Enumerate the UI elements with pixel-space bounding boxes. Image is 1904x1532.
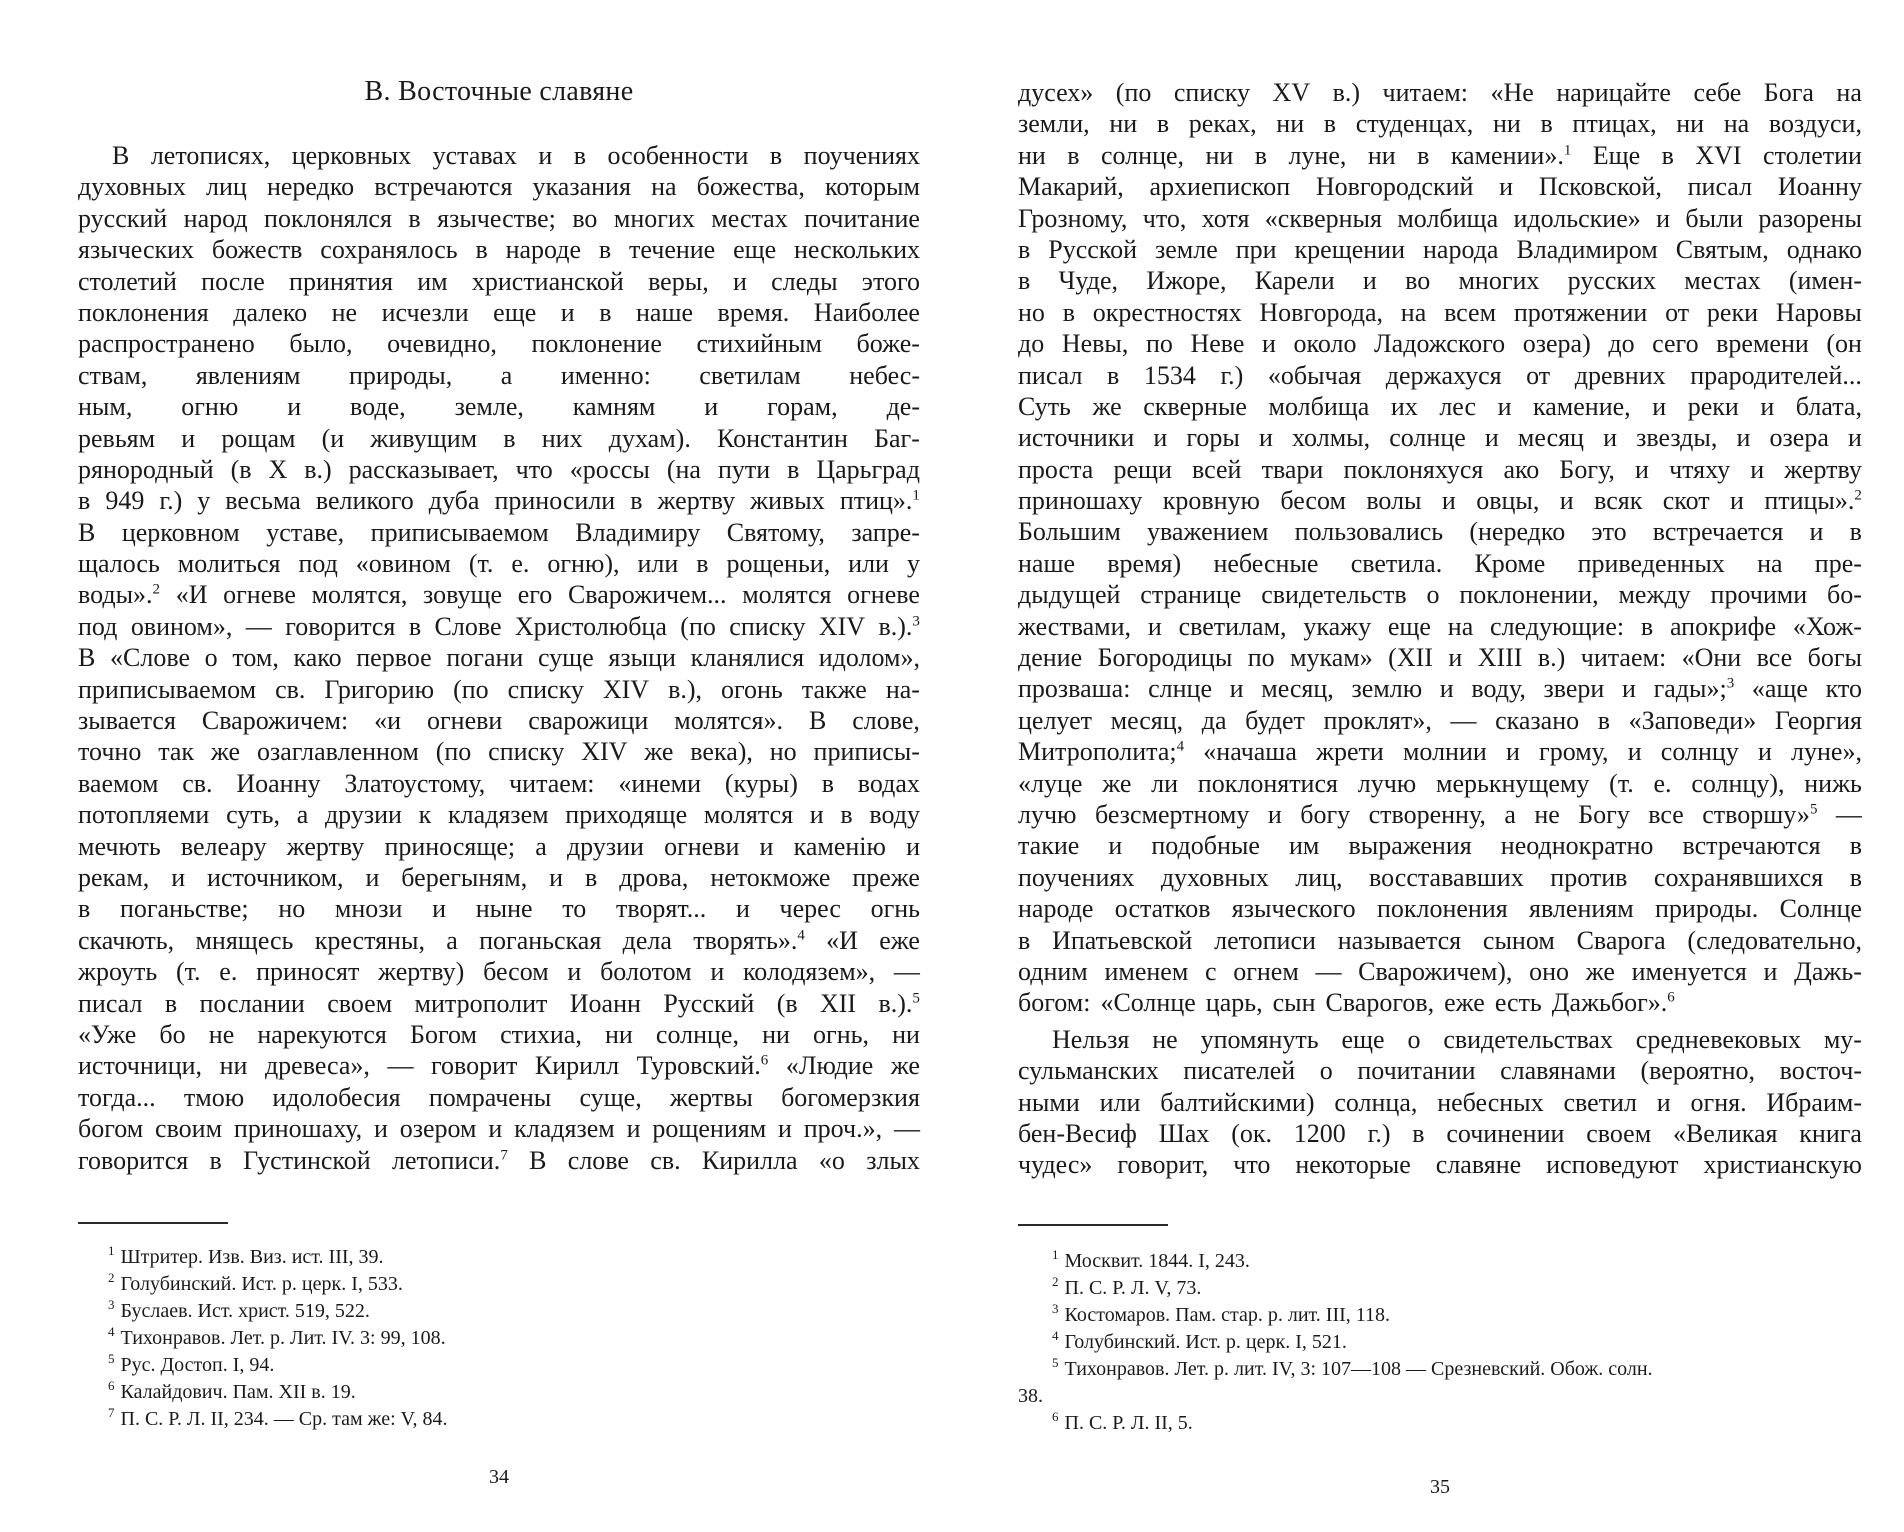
footnote-number: 5 (1052, 1355, 1059, 1371)
footnote-marker: 3 (1726, 675, 1735, 692)
page-number: 34 (489, 1466, 509, 1488)
footnote-text: П. С. Р. Л. II, 234. — Ср. там же: V, 84. (120, 1408, 448, 1430)
footnote-number: 3 (1052, 1301, 1059, 1317)
footnote-text: Штритер. Изв. Виз. ист. III, 39. (120, 1246, 384, 1268)
footnote-number: 4 (108, 1324, 115, 1340)
left-page-body (78, 140, 920, 1176)
text-line: богом своим приношаху, и озером и кладязем и рощениям и проч.», — (78, 1114, 920, 1144)
text-line: потопляеми суть, а друзии к кладязем приходяще молятся и в воду (78, 800, 920, 830)
text-line: под овином», — говорится в Слове Христолюбца (по списку XIV в.).$^3$ (78, 611, 920, 641)
footnote-number: 5 (108, 1351, 115, 1367)
footnote-rule (1018, 1224, 1168, 1226)
footnote (108, 1271, 448, 1298)
footnote-number: 7 (108, 1405, 115, 1421)
text-line: источники и горы и холмы, солнце и месяц и звезды, и озера и (1018, 423, 1862, 453)
text-line: В церковном уставе, приписываемом Владимиру Святому, запре- (78, 517, 920, 547)
text-line: русский народ поклонялся в язычестве; во многих местах почитание (78, 203, 920, 233)
text-line: писал в 1534 г.) «обычая держахуся от древних прародителей... (1018, 360, 1862, 390)
text-line: прозваша: слнце и месяц, землю и воду, звери и гады»;$^3$ «аще кто (1018, 674, 1862, 704)
text-line: В летописях, церковных уставах и в особенности в поучениях (112, 141, 920, 170)
footnote (1018, 1383, 1653, 1410)
footnote (1052, 1410, 1653, 1437)
text-line: скачють, мнящесь крестяны, а поганьская дела творять».$^4$ «И еже (78, 925, 920, 955)
text-line: поучениях духовных лиц, восстававших против сохранявшихся в (1018, 862, 1862, 892)
text-line: лучю безсмертному и богу створенну, а не Богу все створшу»$^5$ — (1018, 799, 1862, 829)
footnote (1052, 1329, 1653, 1356)
text-line: говорится в Густинской летописи.$^7$ В слове св. Кирилла «о злых (78, 1145, 920, 1175)
footnote-text: 38. (1018, 1385, 1043, 1407)
footnote-text: П. С. Р. Л. II, 5. (1064, 1412, 1193, 1434)
text-line: мечють велеару жертву приносяще; а друзии огневи и каменiю и (78, 831, 920, 861)
footnote-number: 3 (108, 1297, 115, 1313)
footnote-text: Костомаров. Пам. стар. р. лит. III, 118. (1064, 1304, 1391, 1326)
footnote (1052, 1275, 1653, 1302)
text-line: Грозному, что, хотя «скверныя молбища идольские» и были разорены (1018, 203, 1862, 233)
text-line: дение Богородицы по мукам» (XII и XIII в.) читаем: «Они все богы (1018, 643, 1862, 673)
text-line: ревьям и рощам (и живущим в них духам). Константин Баг- (78, 423, 920, 453)
footnote-marker: 6 (760, 1052, 769, 1069)
footnote-marker: 2 (1854, 487, 1862, 504)
text-line: такие и подобные им выражения неоднократно встречаются в (1018, 831, 1862, 861)
footnote-marker: 1 (912, 487, 920, 504)
text-line: воды».$^2$ «И огневе молятся, зовуще его Сварожичем... молятся огневе (78, 580, 920, 610)
text-line: чудес» говорит, что некоторые славяне исповедуют христианскую (1018, 1150, 1862, 1180)
footnote (1052, 1302, 1653, 1329)
text-line: в Русской земле при крещении народа Владимиром Святым, однако (1018, 234, 1862, 264)
text-line: но в окрестностях Новгорода, на всем протяжении от реки Наровы (1018, 297, 1862, 327)
left-footnotes (108, 1244, 448, 1433)
text-line: рянородный (в X в.) рассказывает, что «россы (на пути в Царьград (78, 454, 920, 484)
text-line: ни в солнце, ни в луне, ни в камении».$^1$ Еще в XVI столетии (1018, 140, 1862, 170)
footnote-text: П. С. Р. Л. V, 73. (1064, 1277, 1202, 1299)
text-line: Макарий, архиепископ Новгородский и Псковской, писал Иоанну (1018, 172, 1862, 202)
text-line: проста рещи всей твари поклоняхуся ако Богу, и чтяху и жертву (1018, 454, 1862, 484)
footnote-number: 1 (108, 1243, 115, 1259)
text-line: целует месяц, да будет проклят», — сказано в «Заповеди» Георгия (1018, 705, 1862, 735)
footnote-text: Москвит. 1844. I, 243. (1064, 1250, 1250, 1272)
footnote-text: Голубинский. Ист. р. церк. I, 521. (1064, 1331, 1347, 1353)
text-line: жествами, и светилам, укажу еще на следующие: в апокрифе «Хож- (1018, 611, 1862, 641)
footnote-marker: 7 (500, 1146, 508, 1163)
footnote-number: 1 (1052, 1247, 1059, 1263)
footnote-number: 2 (1052, 1274, 1059, 1290)
text-line: в поганьстве; но мнози и ныне то творят... и черес огнь (78, 894, 920, 924)
text-line: Большим уважением пользовались (нередко это встречается и в (1018, 517, 1862, 547)
text-line: писал в послании своем митрополит Иоанн Русский (в XII в.).$^5$ (78, 988, 920, 1018)
text-line: наше время) небесные светила. Кроме приведенных на пре- (1018, 548, 1862, 578)
footnote-marker: 5 (912, 989, 920, 1006)
section-heading: В. Восточные славяне (364, 76, 634, 107)
text-line: ваемом св. Иоанну Златоустому, читаем: «инеми (куры) в водах (78, 768, 920, 798)
footnote-text: Буслаев. Ист. христ. 519, 522. (120, 1300, 370, 1322)
text-line: точно так же озаглавленном (по списку XIV же века), но приписы- (78, 737, 920, 767)
footnote-text: Калайдович. Пам. XII в. 19. (120, 1381, 356, 1403)
footnote-number: 6 (108, 1378, 115, 1394)
footnote (108, 1379, 448, 1406)
text-line: народе остатков языческого поклонения явлениям природы. Солнце (1018, 894, 1862, 924)
footnote-number: 6 (1052, 1409, 1059, 1425)
text-line: «луце же ли поклонятися лучю мерькнущему (т. е. солнцу), нижь (1018, 768, 1862, 798)
text-line: земли, ни в реках, ни в студенцах, ни в птицах, ни на воздуси, (1018, 109, 1862, 139)
text-line: зывается Сварожичем: «и огневи сварожици молятся». В слове, (78, 706, 920, 736)
text-line: богом: «Солнце царь, сын Сварогов, еже есть Дажьбог».$^6$ (1018, 988, 1675, 1018)
text-line: духовных лиц нередко встречаются указания на божества, которым (78, 172, 920, 202)
text-line: поклонения далеко не исчезли еще и в наше время. Наиболее (78, 297, 920, 327)
text-line: в Ипатьевской летописи называется сыном Сварога (следовательно, (1018, 925, 1862, 955)
text-line: щалось молиться под «овином (т. е. огню), или в рощеньи, или у (78, 549, 920, 579)
right-page-body (1018, 77, 1862, 1181)
footnote-marker: 2 (152, 581, 161, 598)
text-line: ным, огню и воде, земле, камням и горам, де- (78, 392, 920, 422)
text-line: тогда... тмою идолобесия помрачены суще, жертвы богомерзкия (78, 1082, 920, 1112)
text-line: Митрополита;$^4$ «начаша жрети молнии и грому, и солнцу и луне», (1018, 737, 1862, 767)
text-line: ными или балтийскими) солнца, небесных светил и огня. Ибраим- (1018, 1087, 1862, 1117)
footnote (108, 1406, 448, 1433)
footnote-text: Голубинский. Ист. р. церк. I, 533. (120, 1273, 403, 1295)
text-line: бен-Весиф Шах (ок. 1200 г.) в сочинении своем «Великая книга (1018, 1118, 1862, 1148)
footnote-marker: 1 (1563, 142, 1572, 159)
footnote (1052, 1356, 1653, 1383)
footnote-number: 4 (1052, 1328, 1059, 1344)
text-line: дыдущей странице свидетельств о поклонении, между прочими бо- (1018, 580, 1862, 610)
footnote-text: Тихонравов. Лет. р. Лит. IV. 3: 99, 108. (120, 1327, 446, 1349)
text-line: В «Слове о том, како первое погани суще языци кланялися идолом», (78, 643, 920, 673)
text-line: приписываемом св. Григорию (по списку XIV в.), огонь также на- (78, 674, 920, 704)
text-line: рекам, и источником, и берегыням, и в дрова, нетокможе преже (78, 862, 920, 892)
text-line: языческих божеств сохранялось в народе в течение еще нескольких (78, 235, 920, 265)
text-line: жроуть (т. е. приносят жертву) бесом и болотом и колодязем», — (78, 957, 920, 987)
text-line: столетий после принятия им христианской веры, и следы этого (78, 266, 920, 296)
text-line: одним именем с огнем — Сварожичем), оно же именуется и Дажь- (1018, 956, 1862, 986)
footnote-marker: 4 (1176, 738, 1185, 755)
footnote (108, 1325, 448, 1352)
text-line: до Невы, по Неве и около Ладожского озера) до сего времени (он (1018, 329, 1862, 359)
right-footnotes (1018, 1247, 1653, 1437)
page-number: 35 (1430, 1476, 1450, 1498)
footnote-marker: 4 (797, 927, 805, 944)
footnote-marker: 3 (912, 613, 920, 630)
text-line: Нельзя не упомянуть еще о свидетельствах средневековых му- (1052, 1024, 1862, 1054)
footnote (108, 1352, 448, 1379)
footnote-marker: 5 (1809, 801, 1818, 818)
footnote-marker: 6 (1667, 989, 1675, 1006)
text-line: распространено было, очевидно, поклонение стихийным боже- (78, 329, 920, 359)
footnote-text: Тихонравов. Лет. р. лит. IV, 3: 107—108 — Срезневский. Обож. солн. (1064, 1358, 1653, 1380)
text-line: Суть же скверные молбища их лес и камение, и реки и блата, (1018, 391, 1862, 421)
text-line: «Уже бо не нарекуются Богом стихиа, ни солнце, ни огнь, ни (78, 1019, 920, 1049)
footnote (108, 1298, 448, 1325)
text-line: сульманских писателей о почитании славянами (вероятно, восточ- (1018, 1056, 1862, 1086)
text-line: в 949 г.) у весьма великого дуба приносили в жертву живых птиц».$^1$ (78, 486, 920, 516)
footnote-number: 2 (108, 1270, 115, 1286)
text-line: дусех» (по списку XV в.) читаем: «Не нарицайте себе Бога на (1018, 78, 1862, 107)
text-line: ствам, явлениям природы, а именно: светилам небес- (78, 360, 920, 390)
text-line: приношаху кровную бесом волы и овцы, и всяк скот и птицы».$^2$ (1018, 486, 1862, 516)
footnote (1052, 1248, 1653, 1275)
footnote (108, 1244, 448, 1271)
text-line: в Чуде, Ижоре, Карели и во многих русских местах (имен- (1018, 266, 1862, 296)
footnote-rule (78, 1222, 228, 1224)
text-line: источници, ни древеса», — говорит Кирилл Туровский.$^6$ «Людие же (78, 1051, 920, 1081)
footnote-text: Рус. Достоп. I, 94. (120, 1354, 275, 1376)
